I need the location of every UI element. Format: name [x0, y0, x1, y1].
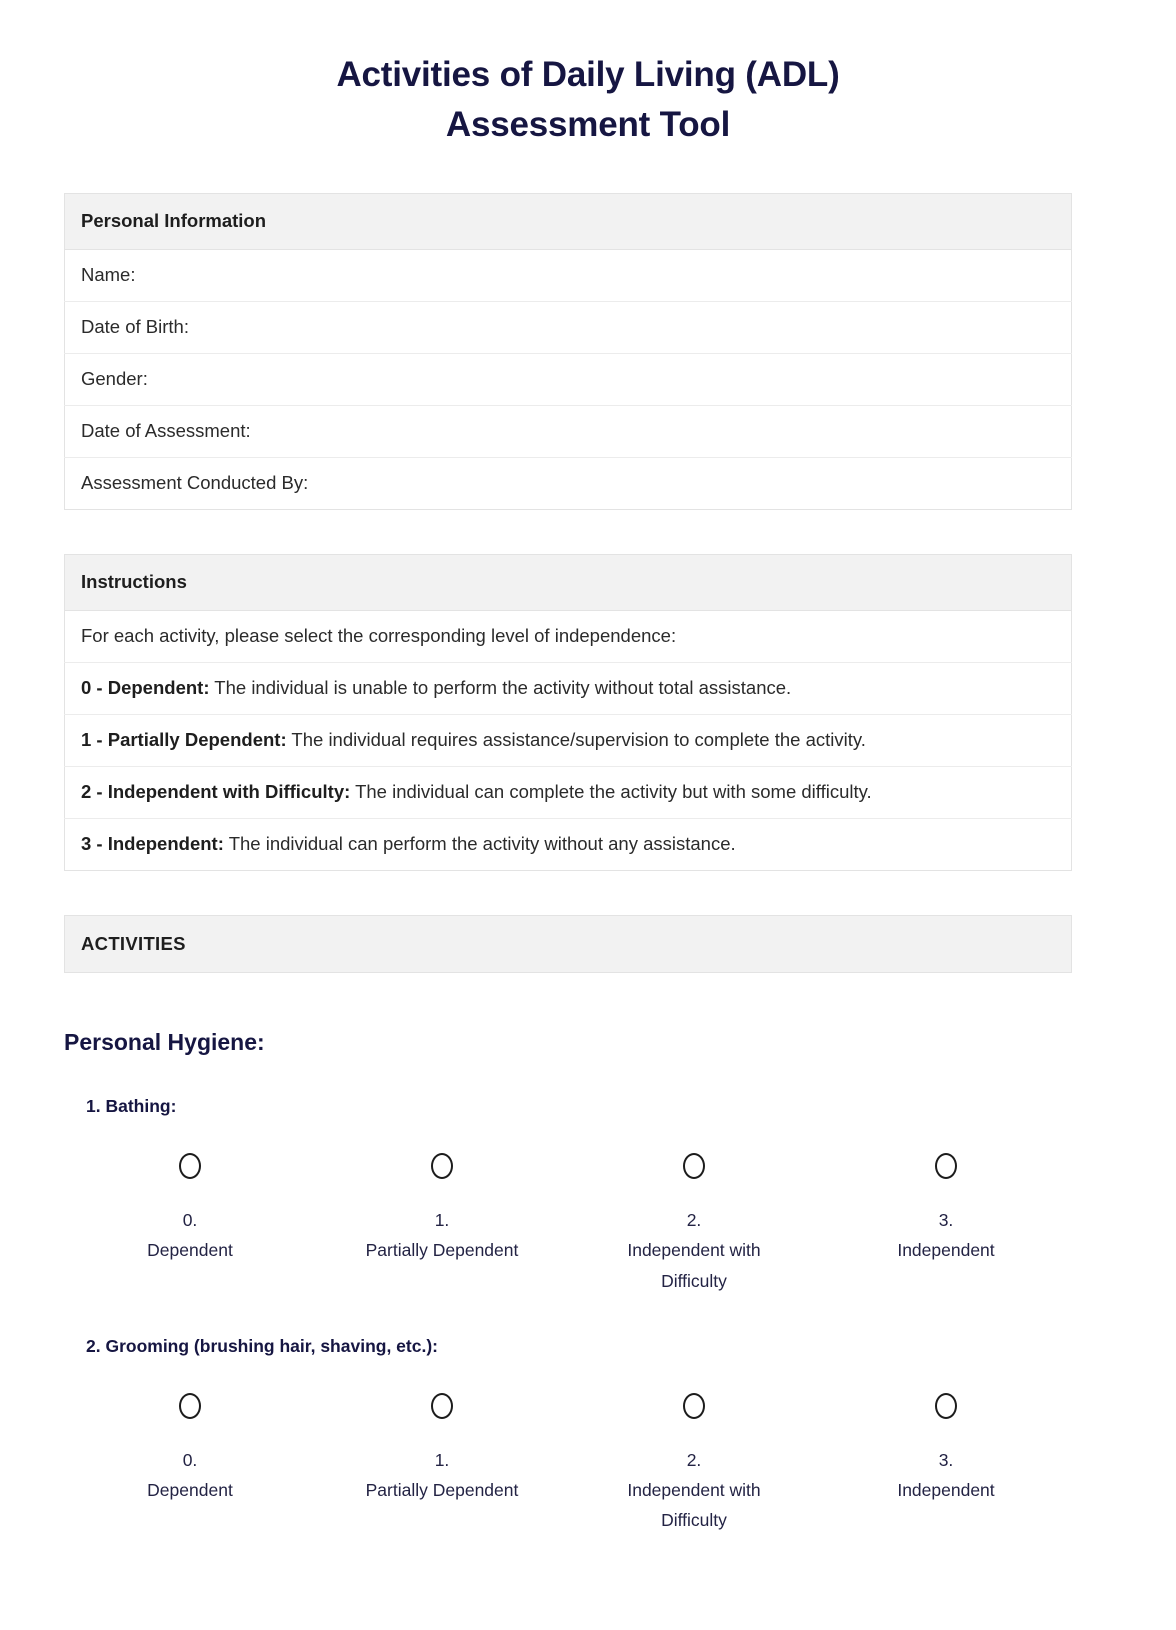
page-title-line-2: Assessment Tool [445, 104, 731, 144]
radio-circle-icon[interactable] [431, 1393, 453, 1419]
field-gender-label[interactable]: Gender: [81, 368, 148, 390]
instruction-level-0 [65, 663, 1072, 715]
radio-option-grooming-2[interactable] [568, 1393, 820, 1536]
table-row [65, 767, 1072, 819]
radio-option-grooming-3[interactable] [820, 1393, 1072, 1536]
radio-option-text: Partially Dependent [365, 1240, 519, 1261]
radio-option-text: Independent with Difficulty [627, 1480, 761, 1531]
instruction-level-0-description: The individual is unable to perform the activity without total assistance. [214, 677, 792, 699]
radio-circle-icon[interactable] [683, 1393, 705, 1419]
radio-option-label [366, 1205, 519, 1266]
radio-option-text: Dependent [147, 1240, 233, 1261]
field-date-of-assessment-label[interactable]: Date of Assessment: [81, 420, 251, 442]
instruction-level-1-description: The individual requires assistance/supervision to complete the activity. [291, 729, 866, 751]
field-name-label[interactable]: Name: [81, 264, 136, 286]
radio-option-text: Independent with Difficulty [627, 1240, 761, 1291]
instruction-level-2-description: The individual can complete the activity but with some difficulty. [355, 781, 872, 803]
radio-option-text: Independent [897, 1480, 995, 1501]
activities-banner: ACTIVITIES [64, 915, 1072, 973]
instruction-level-2-term: 2 - Independent with Difficulty: [81, 781, 351, 803]
table-header-row [65, 194, 1072, 250]
category-title-personal-hygiene: Personal Hygiene: [64, 1029, 265, 1055]
radio-group-bathing [64, 1117, 1072, 1296]
table-header-row [65, 555, 1072, 611]
table-row [65, 354, 1072, 406]
radio-option-label [607, 1205, 782, 1296]
question-title-grooming: 2. Grooming (brushing hair, shaving, etc.): [86, 1335, 438, 1356]
table-row [65, 302, 1072, 354]
field-assessment-conducted-by-label[interactable]: Assessment Conducted By: [81, 472, 309, 494]
instruction-level-3-description: The individual can perform the activity without any assistance. [228, 833, 736, 855]
radio-option-bathing-3[interactable] [820, 1153, 1072, 1296]
table-row [65, 715, 1072, 767]
radio-circle-icon[interactable] [179, 1393, 201, 1419]
radio-option-label [607, 1445, 782, 1536]
radio-option-grooming-1[interactable] [316, 1393, 568, 1536]
field-date-of-birth-label[interactable]: Date of Birth: [81, 316, 189, 338]
radio-option-index: 1. [434, 1449, 450, 1470]
radio-option-bathing-0[interactable] [64, 1153, 316, 1296]
personal-information-section [64, 149, 1112, 510]
personal-information-table [64, 193, 1072, 510]
radio-option-text: Dependent [147, 1480, 233, 1501]
instruction-level-0-term: 0 - Dependent: [81, 677, 210, 699]
activities-section [64, 871, 1112, 973]
table-row [65, 406, 1072, 458]
radio-option-index: 3. [938, 1449, 954, 1470]
radio-option-label [897, 1445, 994, 1506]
radio-option-bathing-2[interactable] [568, 1153, 820, 1296]
radio-option-text: Independent [897, 1240, 995, 1261]
table-row [65, 250, 1072, 302]
radio-option-grooming-0[interactable] [64, 1393, 316, 1536]
radio-option-label [147, 1445, 233, 1506]
page-title [64, 0, 1112, 149]
radio-circle-icon[interactable] [683, 1153, 705, 1179]
radio-option-index: 2. [686, 1210, 702, 1230]
question-title-bathing: 1. Bathing: [86, 1096, 177, 1116]
instructions-intro: For each activity, please select the corresponding level of independence: [81, 625, 677, 647]
radio-option-text: Partially Dependent [365, 1480, 519, 1501]
table-row [65, 663, 1072, 715]
radio-option-index: 2. [686, 1449, 702, 1470]
radio-option-label [897, 1205, 994, 1266]
radio-circle-icon[interactable] [179, 1153, 201, 1179]
radio-option-index: 3. [938, 1210, 954, 1230]
radio-circle-icon[interactable] [935, 1153, 957, 1179]
table-row [65, 819, 1072, 871]
personal-information-header: Personal Information [65, 194, 1072, 250]
instructions-header: Instructions [65, 555, 1072, 611]
instructions-table [64, 554, 1072, 871]
page-title-line-1: Activities of Daily Living (ADL) [336, 55, 840, 94]
radio-group-grooming [64, 1357, 1072, 1536]
radio-option-label [366, 1445, 519, 1506]
radio-option-label [147, 1205, 233, 1266]
radio-option-index: 0. [182, 1210, 198, 1230]
radio-circle-icon[interactable] [935, 1393, 957, 1419]
instructions-section [64, 510, 1112, 871]
instruction-level-3-term: 3 - Independent: [81, 833, 224, 855]
radio-option-index: 1. [434, 1210, 450, 1230]
instruction-level-3 [65, 819, 1072, 871]
instruction-level-1 [65, 715, 1072, 767]
instruction-level-2 [65, 767, 1072, 819]
instruction-level-1-term: 1 - Partially Dependent: [81, 729, 287, 751]
table-row [65, 611, 1072, 663]
radio-circle-icon[interactable] [431, 1153, 453, 1179]
table-row [65, 458, 1072, 510]
radio-option-bathing-1[interactable] [316, 1153, 568, 1296]
radio-option-index: 0. [182, 1449, 198, 1470]
